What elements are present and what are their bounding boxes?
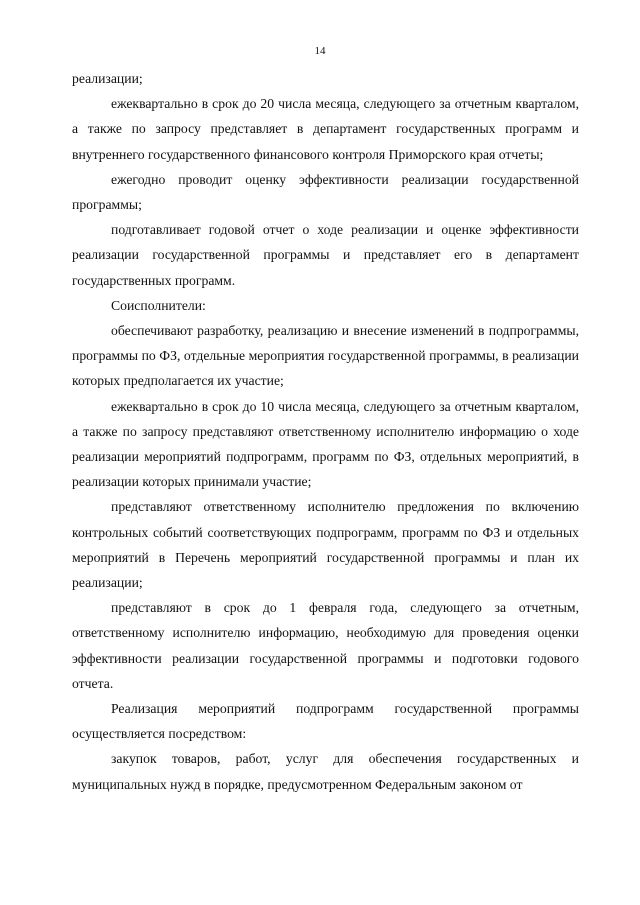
paragraph-control-events-proposals: представляют ответственному исполнителю предложения по включению контрольных событий соответствующих подпрограмм, программ по ФЗ и отдельных мероприятий в Перечень мероприятий государственной программы и план их реализации; <box>72 499 579 591</box>
paragraph-february-deadline: представляют в срок до 1 февраля года, следующего за отчетным, ответственному исполнителю информацию, необходимую для проведения оценки эффективности реализации государственной программы и подготовки годового отчета. <box>72 600 579 691</box>
page-number: 14 <box>314 45 326 57</box>
paragraph-implementation-means: Реализация мероприятий подпрограмм государственной программы осуществляется посредством: <box>72 701 579 742</box>
document-body <box>72 66 579 797</box>
paragraph-annual-assessment: ежегодно проводит оценку эффективности реализации государственной программы; <box>72 171 579 213</box>
paragraph-procurement: закупок товаров, работ, услуг для обеспечения государственных и муниципальных нужд в порядке, предусмотренном Федеральным законом от <box>72 751 579 792</box>
paragraph-co-executors-heading: Соисполнители: <box>111 297 206 313</box>
paragraph-co-executors-development: обеспечивают разработку, реализацию и внесение изменений в подпрограммы, программы по ФЗ, отдельные мероприятия государственной программы, в реализации которых предполагается их участие; <box>72 323 579 389</box>
paragraph-quarterly-reports: ежеквартально в срок до 20 числа месяца, следующего за отчетным кварталом, а также по запросу представляет в департамент государственных программ и внутреннего государственного финансового контроля Приморского края отчеты; <box>72 96 579 162</box>
paragraph-annual-report: подготавливает годовой отчет о ходе реализации и оценке эффективности реализации государственной программы и представляет его в департамент государственных программ. <box>72 222 579 288</box>
paragraph-co-executors-quarterly-info: ежеквартально в срок до 10 числа месяца, следующего за отчетным кварталом, а также по запросу представляют ответственному исполнителю информацию о ходе реализации мероприятий подпрограмм, программ по ФЗ, отдельных мероприятий, в реализации которых принимали участие; <box>72 398 579 490</box>
paragraph-continuation: реализации; <box>72 71 143 86</box>
